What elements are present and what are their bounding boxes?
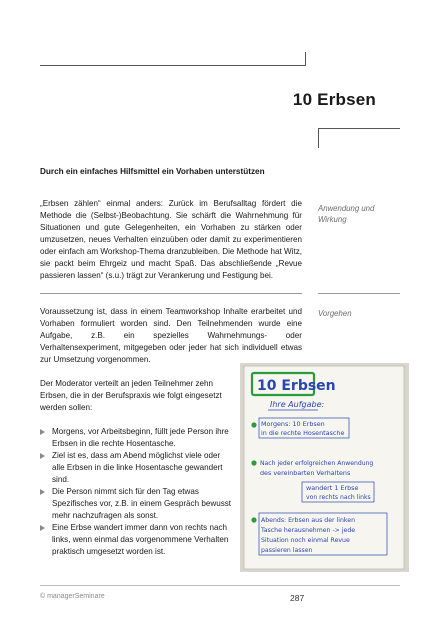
side-label-application-line-2: Wirkung xyxy=(318,215,347,224)
triangle-bullet-icon xyxy=(40,453,45,459)
page-number: 287 xyxy=(290,593,305,603)
triangle-bullet-icon xyxy=(40,525,45,531)
moderator-paragraph: Der Moderator verteilt an jeden Teilnehmer zehn Erbsen, die in der Berufspraxis wie folgt eingesetzt werden sollen: xyxy=(40,379,222,412)
list-item xyxy=(40,426,232,450)
header-rule xyxy=(40,65,306,66)
flipchart-bullet-icon xyxy=(251,422,256,427)
prerequisite-paragraph: Voraussetzung ist, dass in einem Teamworkshop Inhalte erarbeitet und Vorhaben formuliert worden sind. Den Teilnehmenden wurde eine Aufgabe, z.B. ein spezielles Wahrnehmungs- oder Verhaltensexperiment, mitgegeben oder jeder hat sich individuell etwas zur Umsetzung vorgenommen. xyxy=(40,307,302,364)
flipchart-item-2-line-3: wandert 1 Erbse xyxy=(306,484,359,492)
section-divider-side xyxy=(318,293,400,294)
side-label-procedure: Vorgehen xyxy=(318,309,352,318)
flipchart-item-3-line-4: passieren lassen xyxy=(261,547,313,554)
flipchart-item-2-line-2: des vereinbarten Verhaltens xyxy=(260,469,351,477)
flipchart-bullet-icon xyxy=(251,460,256,465)
flipchart-bullet-icon xyxy=(251,517,256,522)
flipchart-item-2-line-4: von rechts nach links xyxy=(306,494,371,501)
list-item xyxy=(40,522,232,558)
list-item-text: Die Person nimmt sich für den Tag etwas Spezifisches vor, z.B. in einem Gespräch bewusst mehr nachzufragen als sonst. xyxy=(52,487,232,520)
list-item-text: Ziel ist es, dass am Abend möglichst viele oder alle Erbsen in die linke Hosentasche gewandert sind. xyxy=(52,451,223,484)
bullet-list xyxy=(40,426,232,558)
flipchart-item-3-line-3: Situation noch einmal Revue xyxy=(261,537,350,544)
flipchart-subtitle: Ihre Aufgabe: xyxy=(270,400,325,409)
section-heading: Durch ein einfaches Hilfsmittel ein Vorhaben unterstützen xyxy=(40,167,265,176)
flipchart-item-1-line-1: Morgens: 10 Erbsen xyxy=(261,420,325,428)
triangle-bullet-icon xyxy=(40,429,45,435)
side-label-application xyxy=(318,203,374,225)
chapter-title: 10 Erbsen xyxy=(292,90,376,109)
flipchart-item-3-line-1: Abends: Erbsen aus der linken xyxy=(261,517,355,524)
side-label-application-line-1: Anwendung und xyxy=(318,204,375,213)
intro-paragraph: „Erbsen zählen“ einmal anders: Zurück im Berufsalltag fördert die Methode die (Selbst-)Beobachtung. Sie schärft die Wahrnehmung für Situationen und gute Gelegenheiten, ein Vorhaben zu stärken oder umzusetzen, neues Verhalten einzuüben oder damit zu experimentieren oder einfach am Workshop-Thema dranzubleiben. Die Methode hat Witz, sie packt beim Ehrgeiz und macht Spaß. Das abschließende „Revue passieren lassen“ (s.u.) trägt zur Verankerung und Festigung bei. xyxy=(40,199,302,280)
list-item-text: Morgens, vor Arbeitsbeginn, füllt jede Person ihre Erbsen in die rechte Hosentasche. xyxy=(52,427,229,448)
flipchart-item-2-line-1: Nach jeder erfolgreichen Anwendung xyxy=(260,460,374,467)
flipchart-item-3-line-2: Tasche herausnehmen -> jede xyxy=(261,527,356,534)
flipchart-photo xyxy=(240,363,409,572)
list-item xyxy=(40,486,232,522)
list-item xyxy=(40,450,232,486)
flipchart-title: 10 Erbsen xyxy=(257,378,336,394)
header-rule-tick xyxy=(305,52,306,66)
list-item-text: Eine Erbse wandert immer dann von rechts nach links, wenn einmal das vorgenommene Verhalten praktisch umgesetzt worden ist. xyxy=(52,523,229,556)
chapter-rule-vertical xyxy=(318,128,319,148)
flipchart-item-1-line-2: in die rechte Hosentasche xyxy=(261,429,345,437)
triangle-bullet-icon xyxy=(40,489,45,495)
chapter-rule xyxy=(318,128,400,129)
footer-publisher: © managerSeminare xyxy=(40,593,105,600)
section-divider xyxy=(40,293,302,294)
footer-rule xyxy=(40,585,400,586)
